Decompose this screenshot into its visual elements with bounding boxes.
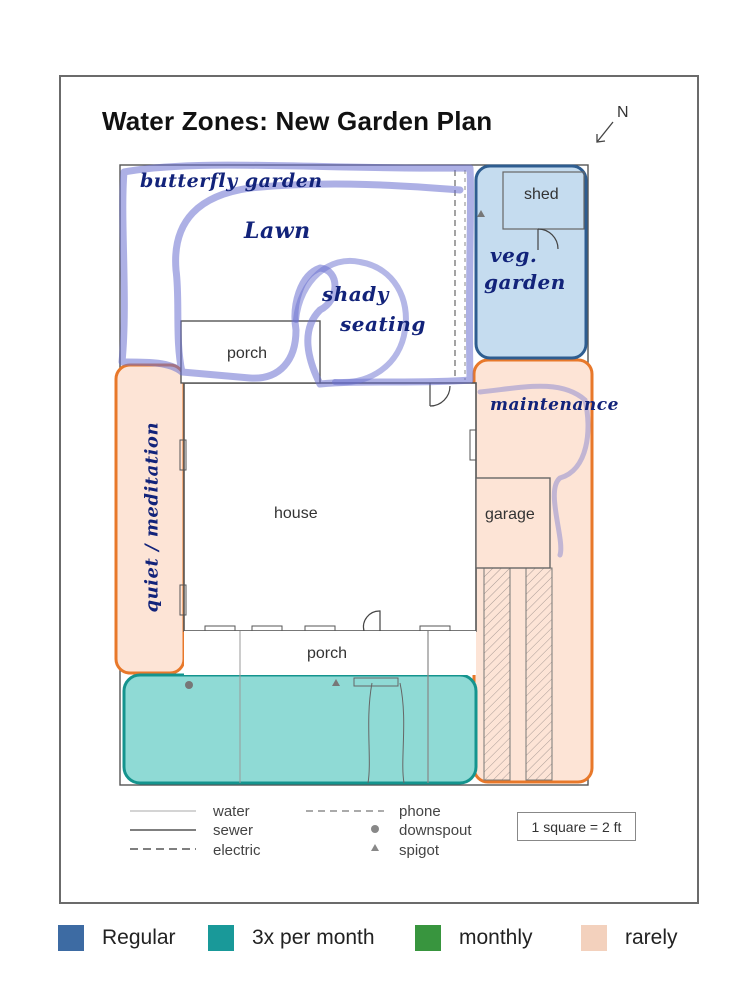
monthly-swatch xyxy=(415,925,441,951)
three-per-month-swatch xyxy=(208,925,234,951)
veg-garden-note-line1: veg. xyxy=(490,243,538,267)
veg-garden-note-line2: garden xyxy=(484,270,566,294)
butterfly-garden-marker-outline xyxy=(122,165,471,384)
three-per-month-key-label: 3x per month xyxy=(252,926,375,949)
zone-three-per-month xyxy=(124,675,476,783)
rarely-key-label: rarely xyxy=(625,926,678,949)
key-item-monthly xyxy=(415,925,533,951)
back-porch-label: porch xyxy=(227,345,268,362)
page-title: Water Zones: New Garden Plan xyxy=(102,106,493,136)
phone-legend-label: phone xyxy=(399,803,441,820)
garage-label: garage xyxy=(485,506,535,523)
downspout-legend-label: downspout xyxy=(399,822,472,839)
regular-key-label: Regular xyxy=(102,926,176,949)
electric-legend-label: electric xyxy=(213,842,261,859)
key-item-regular xyxy=(58,925,176,951)
driveway-strip-right xyxy=(526,568,552,780)
butterfly-garden-note: butterfly garden xyxy=(140,170,323,192)
regular-swatch xyxy=(58,925,84,951)
downspout-legend-icon xyxy=(371,825,379,833)
key-item-rarely xyxy=(581,925,678,951)
scale-note: 1 square = 2 ft xyxy=(517,812,636,841)
spigot-legend-icon xyxy=(371,844,379,851)
house-outline xyxy=(184,383,476,631)
lawn-note: Lawn xyxy=(244,218,311,244)
shady-seating-note-line1: shady xyxy=(322,282,389,306)
house-label: house xyxy=(274,505,318,522)
rarely-swatch xyxy=(581,925,607,951)
sewer-legend-label: sewer xyxy=(213,822,254,839)
shed-label: shed xyxy=(524,186,559,203)
downspout-marker xyxy=(185,681,193,689)
shady-seating-note-line2: seating xyxy=(340,312,426,336)
quiet-meditation-note: quiet / meditation xyxy=(141,421,163,613)
water-legend-label: water xyxy=(213,803,250,820)
monthly-key-label: monthly xyxy=(459,926,533,949)
spigot-legend-label: spigot xyxy=(399,842,440,859)
front-porch-label: porch xyxy=(307,645,348,662)
north-label: N xyxy=(617,104,629,121)
key-item-three-per-month xyxy=(208,925,375,951)
driveway-strip-left xyxy=(484,568,510,780)
north-arrow-icon xyxy=(597,122,613,142)
maintenance-note: maintenance xyxy=(490,395,619,415)
